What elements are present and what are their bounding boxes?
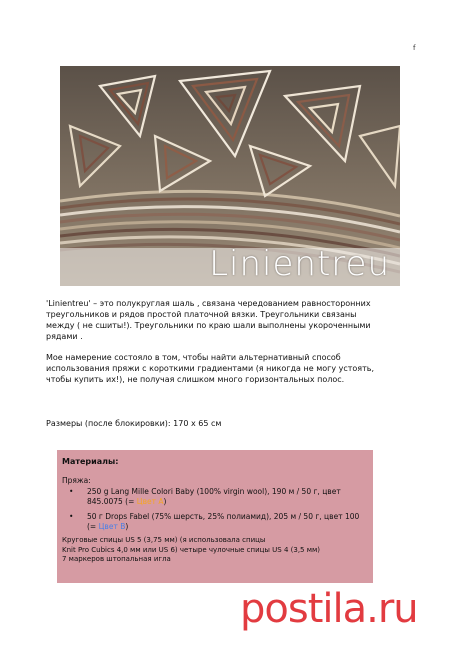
bullet: • (69, 512, 74, 521)
intro-paragraph-1: 'Linientreu' – это полукруглая шаль , связана чередованием равносторонних треугольников и рядов простой платочной вязки. Треугольники связаны между ( не сшиты!). Треугольники по краю шали выполнены укороченными рядами . (46, 299, 371, 341)
page-corner-mark: f (413, 44, 416, 52)
yarn-item-close: ) (125, 522, 129, 531)
color-a-label: Цвет A (136, 497, 164, 506)
materials-box (57, 450, 373, 583)
color-b-label: Цвет B (98, 522, 126, 531)
photo-title: Linientreu (209, 244, 390, 284)
yarn-item-text: 50 г Drops Fabel (75% шерсть, 25% полиамид), 205 м / 50 г, цвет 100 (= (87, 512, 360, 531)
intro-paragraph-2: Мое намерение состояло в том, чтобы найти альтернативный способ использования пряжи с короткими градиентами (я никогда не могу устоять, чтобы купить их!), не получая слишком много горизонтальных полос. (46, 353, 375, 384)
needles-line: Круговые спицы US 5 (3,75 мм) (я использовала спицы (62, 536, 266, 544)
needles-line: Knit Pro Cubics 4,0 мм или US 6) четыре чулочные спицы US 4 (3,5 мм) (62, 545, 321, 554)
yarn-list (67, 487, 367, 537)
yarn-item (67, 512, 367, 532)
yarn-label: Пряжа: (62, 476, 91, 485)
yarn-item-text: 250 g Lang Mille Colori Baby (100% virgin wool), 190 м / 50 г, цвет 845.0075 (= (87, 487, 341, 506)
sizes-line: Размеры (после блокировки): 170 x 65 см (46, 419, 222, 428)
materials-title: Материалы: (62, 457, 119, 466)
yarn-item (67, 487, 367, 507)
postila-watermark: postila.ru (240, 586, 418, 632)
needles-line: 7 маркеров штопальная игла (62, 555, 171, 563)
shawl-photo (60, 66, 400, 286)
needles-info (62, 536, 370, 565)
yarn-item-close: ) (163, 497, 167, 506)
bullet: • (69, 487, 74, 496)
